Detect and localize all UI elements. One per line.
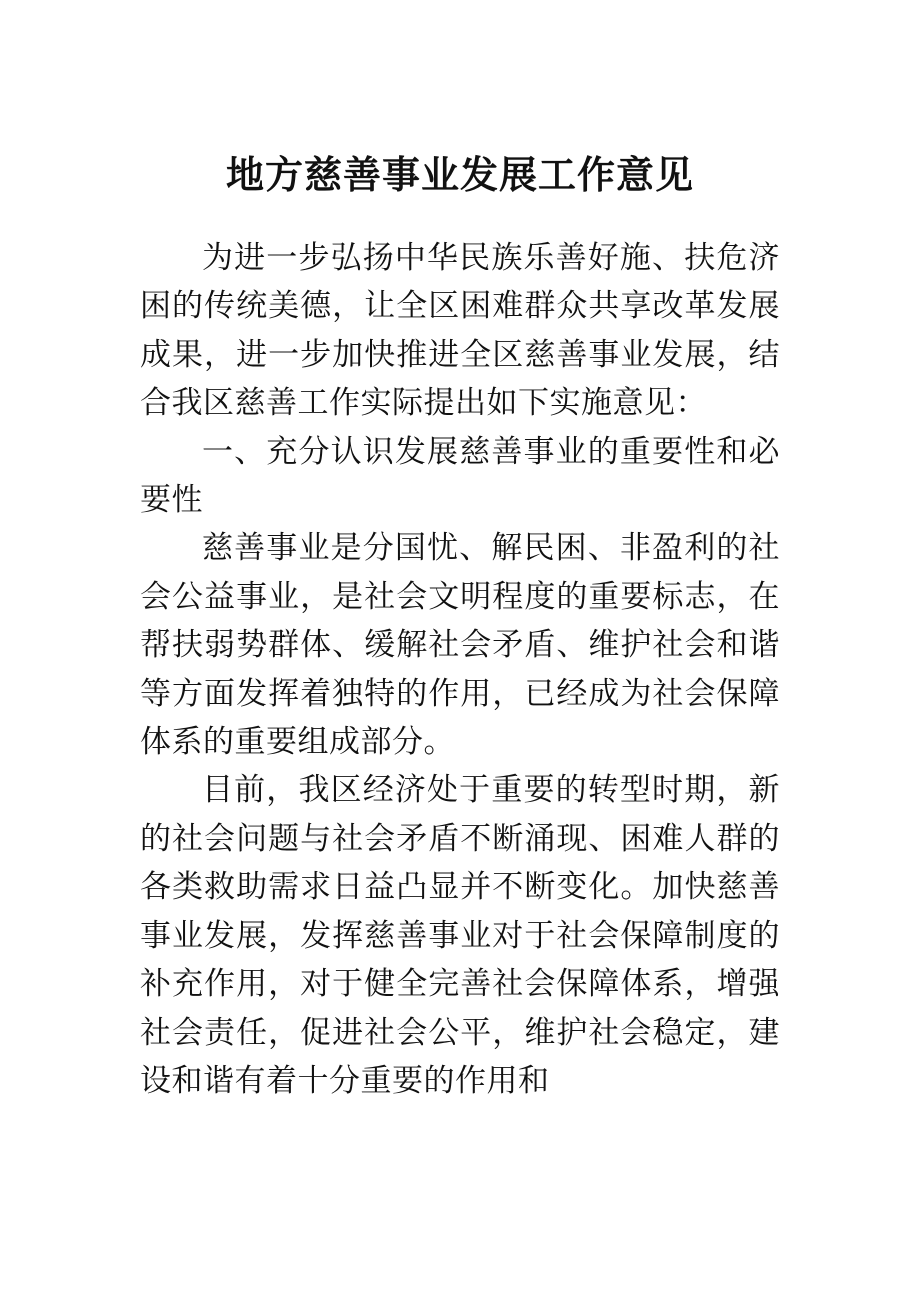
document-body — [140, 234, 780, 1105]
paragraph-intro: 为进一步弘扬中华民族乐善好施、扶危济困的传统美德，让全区困难群众共享改革发展成果，进一步加快推进全区慈善事业发展，结合我区慈善工作实际提出如下实施意见： — [140, 240, 780, 422]
paragraph-significance: 慈善事业是分国忧、解民困、非盈利的社会公益事业，是社会文明程度的重要标志，在帮扶弱势群体、缓解社会矛盾、维护社会和谐等方面发挥着独特的作用，已经成为社会保障体系的重要组成部分。 — [140, 530, 780, 761]
section-heading-1: 一、充分认识发展慈善事业的重要性和必要性 — [140, 433, 780, 519]
document-title: 地方慈善事业发展工作意见 — [225, 152, 694, 198]
paragraph-current-situation: 目前，我区经济处于重要的转型时期，新的社会问题与社会矛盾不断涌现、困难人群的各类救助需求日益凸显并不断变化。加快慈善事业发展，发挥慈善事业对于社会保障制度的补充作用，对于健全完善社会保障体系，增强社会责任，促进社会公平，维护社会稳定，建设和谐有着十分重要的作用和 — [140, 772, 780, 1099]
